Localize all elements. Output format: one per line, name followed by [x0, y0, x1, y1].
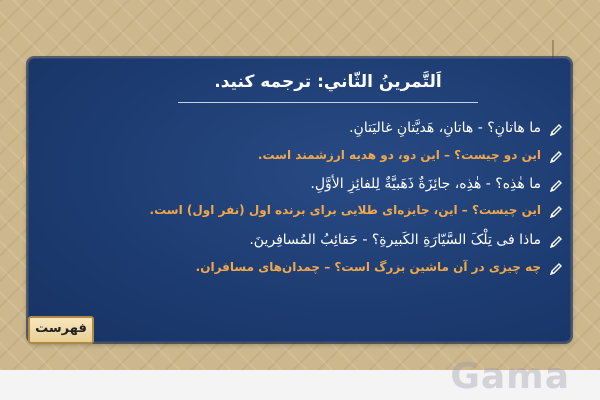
pencil-icon	[549, 262, 563, 276]
watermark-logo: Gama	[450, 356, 570, 397]
pencil-icon	[549, 205, 563, 219]
arabic-sentence: ما هاتانِ؟ - هاتانِ، هَدیَّتانِ غالیَتانِ.	[349, 120, 541, 136]
pencil-icon	[549, 150, 563, 164]
pencil-icon	[549, 123, 563, 137]
list-item	[310, 176, 541, 192]
list-item	[258, 148, 541, 162]
table-of-contents-button[interactable]: فهرست	[28, 316, 94, 344]
list-item	[196, 260, 541, 274]
persian-translation: این دو چیست؟ – این دو، دو هدیه ارزشمند است.	[257, 148, 541, 162]
arabic-sentence: ما هٰذِه؟ - هٰذِه، جائِزَةٌ ذَهَبیَّةٌ لِلفائِزِ الأوَّلِ.	[310, 176, 541, 192]
persian-translation: چه چیزی در آن ماشین بزرگ است؟ – چمدان‌های مسافران.	[195, 260, 541, 274]
list-item	[150, 203, 541, 217]
list-item	[249, 232, 541, 248]
content-panel	[28, 58, 571, 342]
pencil-icon	[549, 179, 563, 193]
list-item	[349, 120, 541, 136]
title-divider	[178, 102, 478, 103]
pencil-icon	[549, 235, 563, 249]
persian-translation: این چیست؟ – این، جایزه‌ای طلایی برای برنده اول (نفر اول) است.	[149, 203, 541, 217]
arabic-sentence: ماذا فی تِلْکَ السَّیّارَةِ الکَبیرةِ؟ - حَقائِبُ المُسافِرینَ.	[249, 232, 541, 248]
exercise-title: اَلتَّمرينُ الثّاني: ترجمه کنید.	[214, 72, 442, 92]
